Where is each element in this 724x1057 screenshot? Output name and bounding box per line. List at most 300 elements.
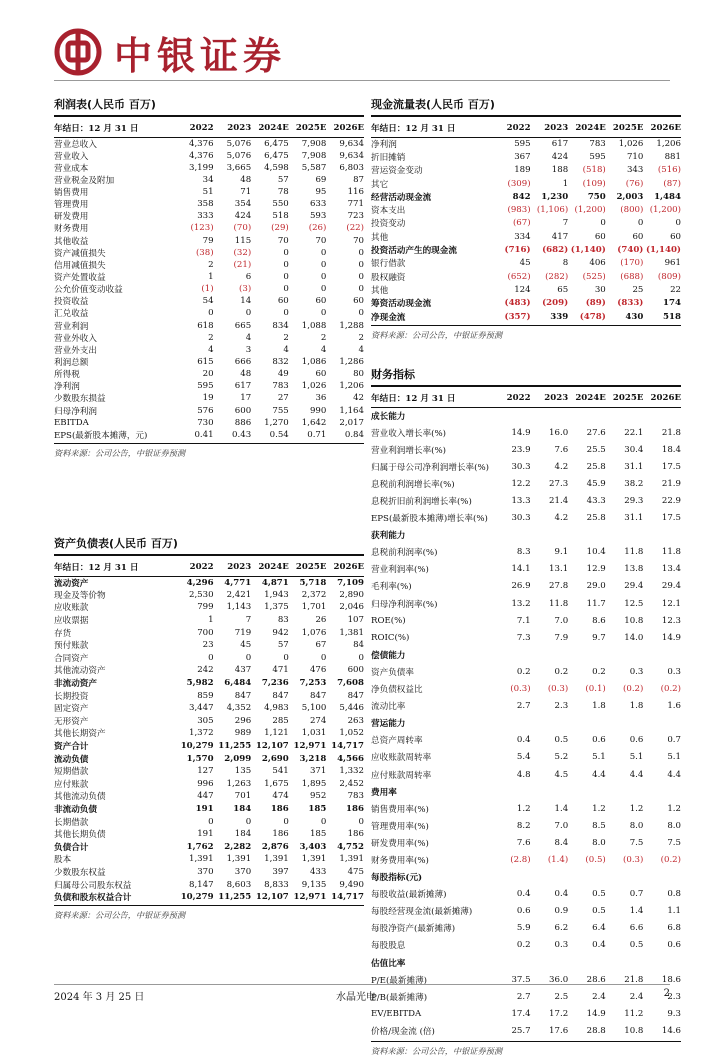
table-row — [54, 174, 364, 186]
value-cell: (89) — [585, 298, 606, 309]
table-row — [371, 578, 681, 595]
value-cell: 1,570 — [186, 753, 214, 764]
row-label: EPS(最新股本摊薄)增长率(%) — [371, 514, 488, 525]
table-row — [371, 510, 681, 527]
value-cell: 27 — [277, 393, 289, 404]
table-row — [54, 815, 364, 828]
row-label: 长期借款 — [54, 817, 89, 828]
row-label: 非流动负债 — [54, 804, 97, 815]
cash-flow-title: 现金流量表(人民币 百万) — [371, 96, 681, 117]
value-cell: 2,282 — [224, 841, 252, 852]
row-label: EV/EBITDA — [371, 1008, 422, 1019]
value-cell — [568, 954, 606, 971]
header-year-cell: 2023 — [214, 559, 252, 576]
value-cell: 0.5 — [629, 940, 644, 951]
row-label: 营业收入增长率(%) — [371, 428, 447, 439]
brand-name: 中银证券 — [114, 33, 287, 78]
table-row — [54, 727, 364, 740]
value-cell: 7,608 — [337, 678, 364, 689]
value-cell — [643, 869, 681, 886]
header-year-cell: 2025E — [289, 120, 327, 137]
value-cell: 9.1 — [554, 547, 569, 558]
table-row — [54, 589, 364, 602]
value-cell: 78 — [277, 186, 289, 197]
value-cell: 4 — [208, 344, 214, 355]
value-cell: 25.5 — [586, 444, 606, 455]
value-cell: 4.2 — [554, 461, 569, 472]
value-cell: 17.5 — [661, 513, 681, 524]
value-cell: 1.4 — [629, 906, 644, 917]
value-cell: 30 — [594, 284, 606, 295]
value-cell — [606, 407, 644, 424]
value-cell: 0.71 — [307, 429, 327, 440]
value-cell: 7 — [245, 615, 252, 626]
value-cell: 60 — [353, 296, 364, 307]
table-row — [54, 639, 364, 652]
value-cell: 25.7 — [511, 1025, 531, 1036]
value-cell: 9,135 — [301, 879, 327, 890]
balance-sheet-table — [54, 559, 364, 903]
value-cell: 305 — [197, 715, 214, 726]
value-cell: 4,871 — [261, 577, 289, 588]
value-cell: 1 — [208, 271, 214, 282]
value-cell: (87) — [663, 178, 681, 189]
table-row — [371, 270, 681, 283]
value-cell: 19 — [202, 393, 214, 404]
header-year-cell: 2024E — [568, 120, 606, 137]
value-cell: 3,665 — [226, 162, 252, 173]
row-label: 负债合计 — [54, 842, 89, 853]
value-cell: 666 — [234, 356, 252, 367]
value-cell: 17.5 — [661, 461, 681, 472]
table-row — [54, 652, 364, 665]
source-note: 资料来源：公司公告，中银证券预测 — [371, 325, 681, 341]
value-cell: 6,475 — [264, 150, 289, 161]
value-cell: 847 — [234, 690, 252, 701]
value-cell: 799 — [197, 602, 214, 613]
value-cell: 2.4 — [592, 991, 606, 1002]
value-cell: 51 — [202, 186, 214, 197]
value-cell: 23.9 — [511, 444, 531, 455]
row-label: 营业成本 — [54, 163, 89, 174]
value-cell: 2,046 — [339, 602, 364, 613]
value-cell: 8,603 — [226, 879, 252, 890]
value-cell: 37.5 — [511, 974, 531, 985]
value-cell: 4 — [245, 332, 252, 343]
value-cell: 4,296 — [186, 577, 214, 588]
value-cell: (0.2) — [623, 684, 644, 695]
table-row — [371, 137, 681, 150]
value-cell — [531, 527, 569, 544]
table-row — [54, 404, 364, 416]
value-cell: 0.41 — [194, 429, 214, 440]
value-cell: 60 — [315, 296, 327, 307]
value-cell: 84 — [353, 640, 364, 651]
value-cell — [643, 646, 681, 663]
row-label: 其他 — [371, 285, 389, 296]
value-cell: (123) — [190, 223, 214, 234]
value-cell — [643, 783, 681, 800]
value-cell: (833) — [617, 298, 644, 309]
table-row — [371, 766, 681, 783]
header-label-cell: 年结日：12 月 31 日 — [371, 120, 493, 137]
value-cell: 186 — [347, 829, 364, 840]
row-label: 毛利率(%) — [371, 582, 412, 593]
table-row — [371, 749, 681, 766]
row-label: 营业总收入 — [54, 139, 97, 150]
value-cell: 2 — [283, 332, 289, 343]
value-cell: 989 — [234, 728, 252, 739]
value-cell: 8.6 — [592, 615, 606, 626]
value-cell: 27.6 — [586, 427, 606, 438]
row-label: 其他流动资产 — [54, 666, 106, 677]
value-cell: 942 — [272, 627, 289, 638]
value-cell: (0.3) — [623, 854, 644, 865]
value-cell: 48 — [240, 174, 252, 185]
row-label: 归属母公司股东权益 — [54, 880, 132, 891]
header-year-cell: 2023 — [531, 390, 569, 407]
value-cell: 617 — [551, 138, 569, 149]
value-cell — [493, 715, 531, 732]
row-label: 其它 — [371, 179, 389, 190]
table-row — [54, 234, 364, 246]
income-statement-title: 利润表(人民币 百万) — [54, 96, 364, 117]
section-row — [371, 715, 681, 732]
table-row — [54, 344, 364, 356]
row-label: 利润总额 — [54, 357, 89, 368]
value-cell: 339 — [550, 311, 569, 322]
value-cell — [643, 407, 681, 424]
value-cell: 475 — [347, 866, 364, 877]
value-cell: 9,634 — [339, 138, 364, 149]
section-row — [371, 407, 681, 424]
value-cell: 1,206 — [339, 381, 364, 392]
value-cell: 28.6 — [586, 974, 606, 985]
value-cell: 18.6 — [661, 974, 681, 985]
value-cell: 22.9 — [661, 496, 681, 507]
value-cell: 188 — [551, 165, 569, 176]
table-row — [54, 332, 364, 344]
table-row — [371, 681, 681, 698]
cash-flow-table — [371, 120, 681, 323]
value-cell: 0.6 — [667, 940, 681, 951]
value-cell: 14.6 — [661, 1025, 681, 1036]
value-cell: 107 — [347, 615, 364, 626]
row-label: 应收票据 — [54, 616, 89, 627]
value-cell: 296 — [234, 715, 252, 726]
value-cell: 0.5 — [592, 889, 606, 900]
value-cell: 4,598 — [264, 162, 289, 173]
value-cell: (652) — [507, 271, 531, 282]
value-cell: 0.2 — [516, 940, 531, 951]
value-cell: 5.9 — [516, 923, 531, 934]
value-cell: 5.1 — [629, 752, 644, 763]
header-year-cell: 2025E — [606, 120, 644, 137]
table-row — [371, 561, 681, 578]
value-cell: 471 — [272, 665, 289, 676]
value-cell: 476 — [309, 665, 327, 676]
value-cell: 397 — [272, 866, 289, 877]
value-cell: 7,109 — [337, 577, 364, 588]
value-cell: 127 — [197, 766, 214, 777]
row-label: 每股收益(最新摊薄) — [371, 890, 447, 901]
income-statement-table — [54, 120, 364, 441]
report-header — [54, 26, 286, 78]
value-cell: 0 — [283, 247, 289, 258]
value-cell: 16.0 — [549, 427, 569, 438]
value-cell: 0 — [358, 271, 364, 282]
value-cell: 842 — [512, 191, 531, 202]
value-cell: 433 — [309, 866, 327, 877]
value-cell: (67) — [512, 218, 531, 229]
value-cell: (800) — [620, 205, 644, 216]
section-row — [371, 646, 681, 663]
row-label: 资产减值损失 — [54, 248, 106, 259]
value-cell: 124 — [514, 284, 531, 295]
value-cell: 0.4 — [592, 940, 606, 951]
row-label: 信用减值损失 — [54, 260, 106, 271]
row-label: ROIC(%) — [371, 632, 410, 643]
value-cell: 30.3 — [511, 461, 531, 472]
value-cell: 10.4 — [586, 547, 606, 558]
row-label: 筹资活动现金流 — [371, 299, 432, 310]
value-cell: 701 — [234, 791, 252, 802]
value-cell: 13.8 — [624, 564, 644, 575]
value-cell: 2.7 — [516, 701, 531, 712]
value-cell: 0 — [283, 308, 289, 319]
header-year-cell: 2022 — [493, 120, 531, 137]
value-cell: 1,675 — [264, 778, 289, 789]
value-cell: 3,403 — [299, 841, 327, 852]
value-cell: 4 — [358, 344, 364, 355]
row-label: 流动负债 — [54, 754, 89, 765]
value-cell: 0 — [320, 271, 327, 282]
value-cell: 847 — [309, 690, 327, 701]
value-cell: (809) — [657, 271, 681, 282]
row-label: 折旧摊销 — [371, 152, 406, 163]
value-cell: 1,895 — [301, 778, 327, 789]
table-row — [54, 283, 364, 295]
table-row — [54, 601, 364, 614]
table-row — [54, 222, 364, 234]
value-cell: 0.84 — [344, 429, 364, 440]
value-cell: 11,255 — [218, 741, 252, 752]
value-cell: (22) — [346, 223, 364, 234]
table-row — [54, 576, 364, 589]
table-row — [54, 392, 364, 404]
value-cell: 430 — [625, 311, 644, 322]
value-cell: 343 — [626, 165, 644, 176]
table-row — [371, 310, 681, 323]
value-cell: 1,121 — [264, 728, 289, 739]
value-cell: 2.7 — [516, 991, 531, 1002]
value-cell: 4,983 — [264, 703, 289, 714]
value-cell: (0.3) — [547, 684, 569, 695]
row-label: 应收账款 — [54, 603, 89, 614]
row-label: 营业外支出 — [54, 345, 97, 356]
value-cell: 8.3 — [516, 547, 531, 558]
value-cell: 859 — [197, 690, 214, 701]
financial-ratios-table — [371, 390, 681, 1039]
value-cell: 1,288 — [339, 320, 364, 331]
row-label: 营业利润增长率(%) — [371, 445, 447, 456]
value-cell: 0.9 — [554, 906, 569, 917]
header-label-cell: 年结日：12 月 31 日 — [54, 559, 176, 576]
value-cell: 4,752 — [337, 841, 364, 852]
row-label: 所得税 — [54, 370, 80, 381]
table-row — [54, 803, 364, 816]
value-cell: 1,270 — [264, 417, 289, 428]
row-label: 营业税金及附加 — [54, 175, 115, 186]
row-label: 财务费用率(%) — [371, 855, 429, 866]
value-cell: 21.8 — [624, 974, 644, 985]
value-cell: 11,255 — [218, 892, 252, 903]
value-cell: 0 — [283, 652, 289, 663]
row-label: 营运资金变动 — [371, 166, 423, 177]
table-row — [371, 595, 681, 612]
value-cell: 29.4 — [624, 581, 644, 592]
value-cell: 11.2 — [624, 1008, 644, 1019]
value-cell: (483) — [504, 298, 531, 309]
value-cell: (1,106) — [536, 205, 569, 216]
value-cell: 42 — [353, 393, 364, 404]
value-cell — [568, 527, 606, 544]
value-cell: 5,982 — [186, 678, 214, 689]
value-cell: 7.5 — [667, 837, 681, 848]
value-cell: 8.0 — [667, 820, 681, 831]
cash-flow-panel — [371, 96, 681, 341]
row-label: 无形资产 — [54, 716, 89, 727]
value-cell: 1,484 — [654, 191, 681, 202]
row-label: 负债和股东权益合计 — [54, 893, 132, 904]
row-label: 现金及等价物 — [54, 590, 106, 601]
row-label: 银行借款 — [371, 259, 406, 270]
value-cell: 6,484 — [224, 678, 252, 689]
table-row — [371, 920, 681, 937]
value-cell: 49 — [277, 369, 289, 380]
value-cell: 29.0 — [586, 581, 606, 592]
value-cell: 23 — [202, 640, 214, 651]
value-cell: 7,236 — [261, 678, 289, 689]
value-cell: 186 — [272, 829, 289, 840]
page-number: 2 — [663, 988, 670, 999]
value-cell: 3,447 — [188, 703, 214, 714]
value-cell: 4.4 — [592, 769, 606, 780]
value-cell — [531, 407, 569, 424]
table-row — [54, 614, 364, 627]
row-label: EBITDA — [54, 417, 89, 428]
value-cell: 1.2 — [592, 803, 606, 814]
value-cell: 1,230 — [541, 191, 569, 202]
value-cell: 11.8 — [661, 547, 681, 558]
value-cell: 719 — [234, 627, 252, 638]
table-row — [54, 891, 364, 904]
value-cell: 0 — [208, 308, 214, 319]
value-cell: 2,876 — [261, 841, 289, 852]
value-cell: 174 — [663, 298, 681, 309]
row-label: 投资收益 — [54, 297, 89, 308]
value-cell: 0.2 — [554, 666, 569, 677]
table-row — [371, 612, 681, 629]
value-cell: 6.2 — [554, 923, 569, 934]
header-year-cell: 2025E — [606, 390, 644, 407]
value-cell — [531, 715, 569, 732]
value-cell: 1,375 — [264, 602, 289, 613]
row-label: 营业收入 — [54, 151, 89, 162]
value-cell: 7.0 — [554, 820, 569, 831]
value-cell: 618 — [197, 320, 214, 331]
value-cell: 1,088 — [301, 320, 327, 331]
value-cell: 0.6 — [592, 735, 606, 746]
value-cell: 14.1 — [511, 564, 531, 575]
table-row — [371, 475, 681, 492]
value-cell: 17.6 — [549, 1025, 569, 1036]
value-cell: 0 — [320, 259, 327, 270]
value-cell: (516) — [657, 165, 681, 176]
value-cell: 595 — [514, 138, 531, 149]
value-cell: 4 — [283, 344, 289, 355]
value-cell: 30.4 — [624, 444, 644, 455]
value-cell: 723 — [347, 211, 364, 222]
value-cell: 45.9 — [586, 478, 606, 489]
value-cell: 12,107 — [255, 892, 289, 903]
value-cell: 7.6 — [516, 837, 531, 848]
value-cell: 0 — [245, 816, 252, 827]
value-cell: 70 — [277, 235, 289, 246]
table-row — [371, 243, 681, 256]
value-cell: 0.4 — [554, 889, 569, 900]
value-cell: 1,143 — [226, 602, 252, 613]
value-cell: 783 — [347, 791, 364, 802]
value-cell: 0.3 — [629, 666, 644, 677]
value-cell: 14,717 — [331, 892, 364, 903]
value-cell: 518 — [272, 211, 289, 222]
value-cell: 832 — [272, 356, 289, 367]
value-cell: 633 — [309, 199, 327, 210]
value-cell: 0 — [637, 218, 644, 229]
table-row — [371, 971, 681, 988]
value-cell: 70 — [315, 235, 327, 246]
table-row — [371, 1005, 681, 1022]
value-cell — [493, 407, 531, 424]
value-cell: 1.2 — [629, 803, 644, 814]
value-cell: 370 — [234, 866, 252, 877]
value-cell: 17.2 — [549, 1008, 569, 1019]
value-cell: 0.3 — [554, 940, 569, 951]
value-cell: 13.4 — [661, 564, 681, 575]
value-cell: 0 — [675, 218, 681, 229]
table-row — [371, 492, 681, 509]
value-cell: 22 — [670, 284, 681, 295]
value-cell: 12.9 — [586, 564, 606, 575]
table-row — [54, 866, 364, 879]
value-cell: 1,076 — [301, 627, 327, 638]
value-cell: 1,391 — [188, 854, 214, 865]
table-row — [371, 297, 681, 310]
value-cell: 952 — [309, 791, 327, 802]
value-cell: 1,286 — [339, 356, 364, 367]
value-cell: 0 — [283, 259, 289, 270]
table-row — [54, 186, 364, 198]
value-cell: (478) — [579, 311, 606, 322]
table-row — [54, 790, 364, 803]
value-cell: 1,762 — [186, 841, 214, 852]
value-cell: 0 — [283, 271, 289, 282]
value-cell: 1,391 — [339, 854, 364, 865]
value-cell: 7.5 — [629, 837, 644, 848]
value-cell: 2,099 — [224, 753, 252, 764]
value-cell: 1,642 — [301, 417, 327, 428]
